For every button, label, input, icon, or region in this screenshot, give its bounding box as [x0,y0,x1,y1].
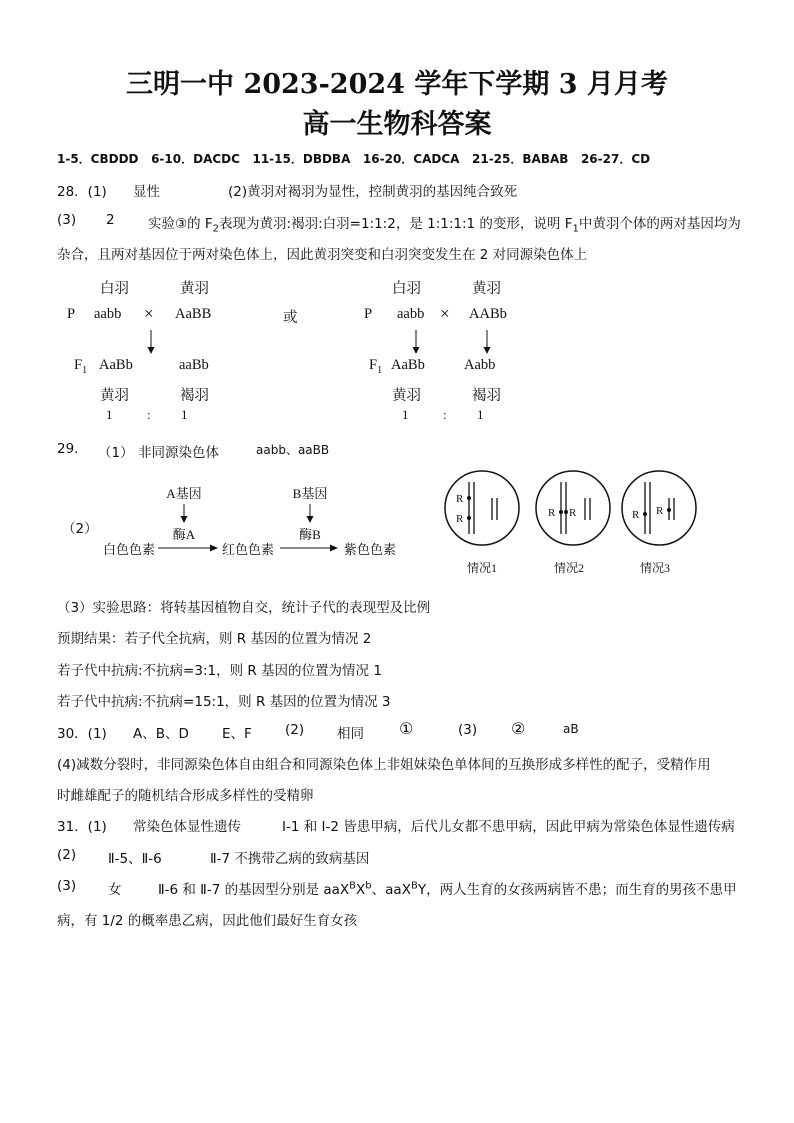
cross-right-f1-label: $F_1$ [369,357,383,376]
q28-part3-answer: 2 [106,212,115,228]
q30-answer-1b: E、F [222,726,252,742]
q29-part2-label: （2） [62,521,98,537]
q31-answer-1: 常染色体显性遗传 [133,819,241,835]
q30-answer-1: A、B、D [133,726,189,742]
q30-part2-label: (2) [285,722,305,738]
q30-answer-3b: aB [563,722,579,736]
q28-number: 28．(1) [57,184,107,200]
cross-right-ratio-colon: : [443,407,447,422]
q29-result-2: 若子代中抗病:不抗病=3:1，则 R 基因的位置为情况 1 [57,663,382,679]
q29-part3: （3）实验思路：将转基因植物自交，统计子代的表现型及比例 [57,600,431,616]
page-title: 三明一中 2023-2024 学年下学期 3 月月考 [126,69,668,100]
q31-number: 31．(1) [57,819,107,835]
mc-group: 11-15．DBDBA [252,152,351,166]
pathway-diagram [98,482,408,562]
white-pigment-label: 白色色素 [102,542,156,557]
cross-left-p-label: P [67,306,76,322]
cross-left-f1-label: $F_1$ [74,357,88,376]
q30-part3-label: (3) [458,722,478,738]
cross-right-cross-sign: × [440,304,450,323]
cross-right-p2-phenotype: 黄羽 [472,281,501,297]
cells-diagram [444,470,704,580]
cross-right-ratio-1: 1 [402,407,409,422]
q28-part3-label: (3) [57,212,77,228]
cross-left-arrow [145,330,157,356]
q30-answer-2b: ① [399,719,414,738]
cross-right-p1-genotype: aabb [397,306,425,322]
cross-left-p1-genotype: aabb [94,306,122,322]
gene-a-label: A基因 [166,486,202,501]
cross-or: 或 [283,310,298,326]
cross-left-ratio-1: 1 [106,407,113,422]
cross-right-arrow-1 [410,330,422,356]
q31-answer-3: 女 [108,882,122,898]
purple-pigment-label: 紫色色素 [343,542,397,557]
cell-case-1 [445,471,519,545]
cross-right-arrow-2 [481,330,493,356]
case-2-label: 情况2 [553,561,585,575]
page-subtitle: 高一生物科答案 [302,109,492,140]
cross-right-offspring1-genotype: AaBb [391,357,425,373]
q28-part3-explanation-line2: 杂合，且两对基因位于两对染色体上，因此黄羽突变和白羽突变发生在 2 对同源染色体上 [57,247,588,263]
cross-left-p2-genotype: AaBB [175,306,212,322]
gene-r-mark: R [656,505,664,517]
gene-r-mark: R [632,509,640,521]
cross-left-cross-sign: × [144,304,154,323]
gene-r-mark: R [456,493,464,505]
q31-part2-label: (2) [57,847,77,863]
q29-answer-1b: aabb、aaBB [256,443,330,457]
q30-answer-2: 相同 [337,726,364,742]
q31-part3-label: (3) [57,878,77,894]
q31-answer-2b: Ⅱ-7 不携带乙病的致病基因 [210,851,370,867]
cross-left-ratio-2: 1 [181,407,188,422]
cross-right-p1-phenotype: 白羽 [392,281,421,297]
q29-result-3: 若子代中抗病:不抗病=15:1，则 R 基因的位置为情况 3 [57,694,391,710]
cross-left-ratio-colon: : [147,407,151,422]
cross-left-offspring1-phenotype: 黄羽 [100,388,129,404]
q29-result-1: 预期结果：若子代全抗病，则 R 基因的位置为情况 2 [57,631,372,647]
enzyme-a-label: 酶A [172,527,196,542]
mc-answers [57,150,650,167]
mc-group: 1-5．CBDDD [57,152,139,166]
q29-answer-1: 非同源染色体 [138,445,219,461]
cross-right-offspring2-genotype: Aabb [464,357,496,373]
gene-r-mark: R [569,507,577,519]
cross-left-offspring1-genotype: AaBb [99,357,133,373]
q30-part4-line2: 时雌雄配子的随机结合形成多样性的受精卵 [57,788,314,804]
q31-answer-1b: Ⅰ-1 和 Ⅰ-2 皆患甲病，后代儿女都不患甲病，因此甲病为常染色体显性遗传病 [282,819,735,835]
case-1-label: 情况1 [466,561,498,575]
q28-answer-2: (2)黄羽对褐羽为显性，控制黄羽的基因纯合致死 [228,184,518,200]
case-3-label: 情况3 [639,561,671,575]
q31-answer-2: Ⅱ-5、Ⅱ-6 [108,851,162,867]
cross-right-offspring2-phenotype: 褐羽 [472,388,501,404]
mc-group: 26-27．CD [580,152,651,166]
cross-left-p1-phenotype: 白羽 [100,281,129,297]
gene-r-mark: R [456,513,464,525]
cross-left-p2-phenotype: 黄羽 [180,281,209,297]
cross-right-p-label: P [364,306,373,322]
q30-answer-3: ② [511,719,526,738]
q29-number: 29. [57,441,79,457]
gene-r-mark: R [548,507,556,519]
q28-answer-1: 显性 [133,184,160,200]
red-pigment-label: 红色色素 [221,542,275,557]
cross-right-p2-genotype: AABb [469,306,507,322]
q29-part1-label: （1） [98,445,134,461]
q31-answer-3b: Ⅱ-6 和 Ⅱ-7 的基因型分别是 $aaX^BX^b$、aaX$^B$Y，两人生育的女孩两病皆不患；而生育的男孩不患甲 [158,880,737,898]
q28-part3-explanation: 实验③的 $F_2$表现为黄羽:褐羽:白羽=1:1:2，是 1:1:1:1 的变形，说明 $F_1$中黄羽个体的两对基因均为 [148,216,741,235]
cross-right-ratio-2: 1 [477,407,484,422]
q30-part4-line1: (4)减数分裂时，非同源染色体自由组合和同源染色体上非姐妹染色单体间的互换形成多样性的配子，受精作用 [57,757,711,773]
mc-group: 16-20．CADCA [362,152,460,166]
cross-left-offspring2-genotype: aaBb [179,357,209,373]
cross-right-offspring1-phenotype: 黄羽 [392,388,421,404]
enzyme-b-label: 酶B [299,527,321,542]
q30-number: 30．(1) [57,726,107,742]
mc-group: 21-25．BABAB [472,152,569,166]
gene-b-label: B基因 [292,486,328,501]
cross-left-offspring2-phenotype: 褐羽 [180,388,209,404]
q31-part3-line2: 病，有 1/2 的概率患乙病，因此他们最好生育女孩 [57,913,358,929]
mc-group: 6-10．DACDC [151,152,240,166]
